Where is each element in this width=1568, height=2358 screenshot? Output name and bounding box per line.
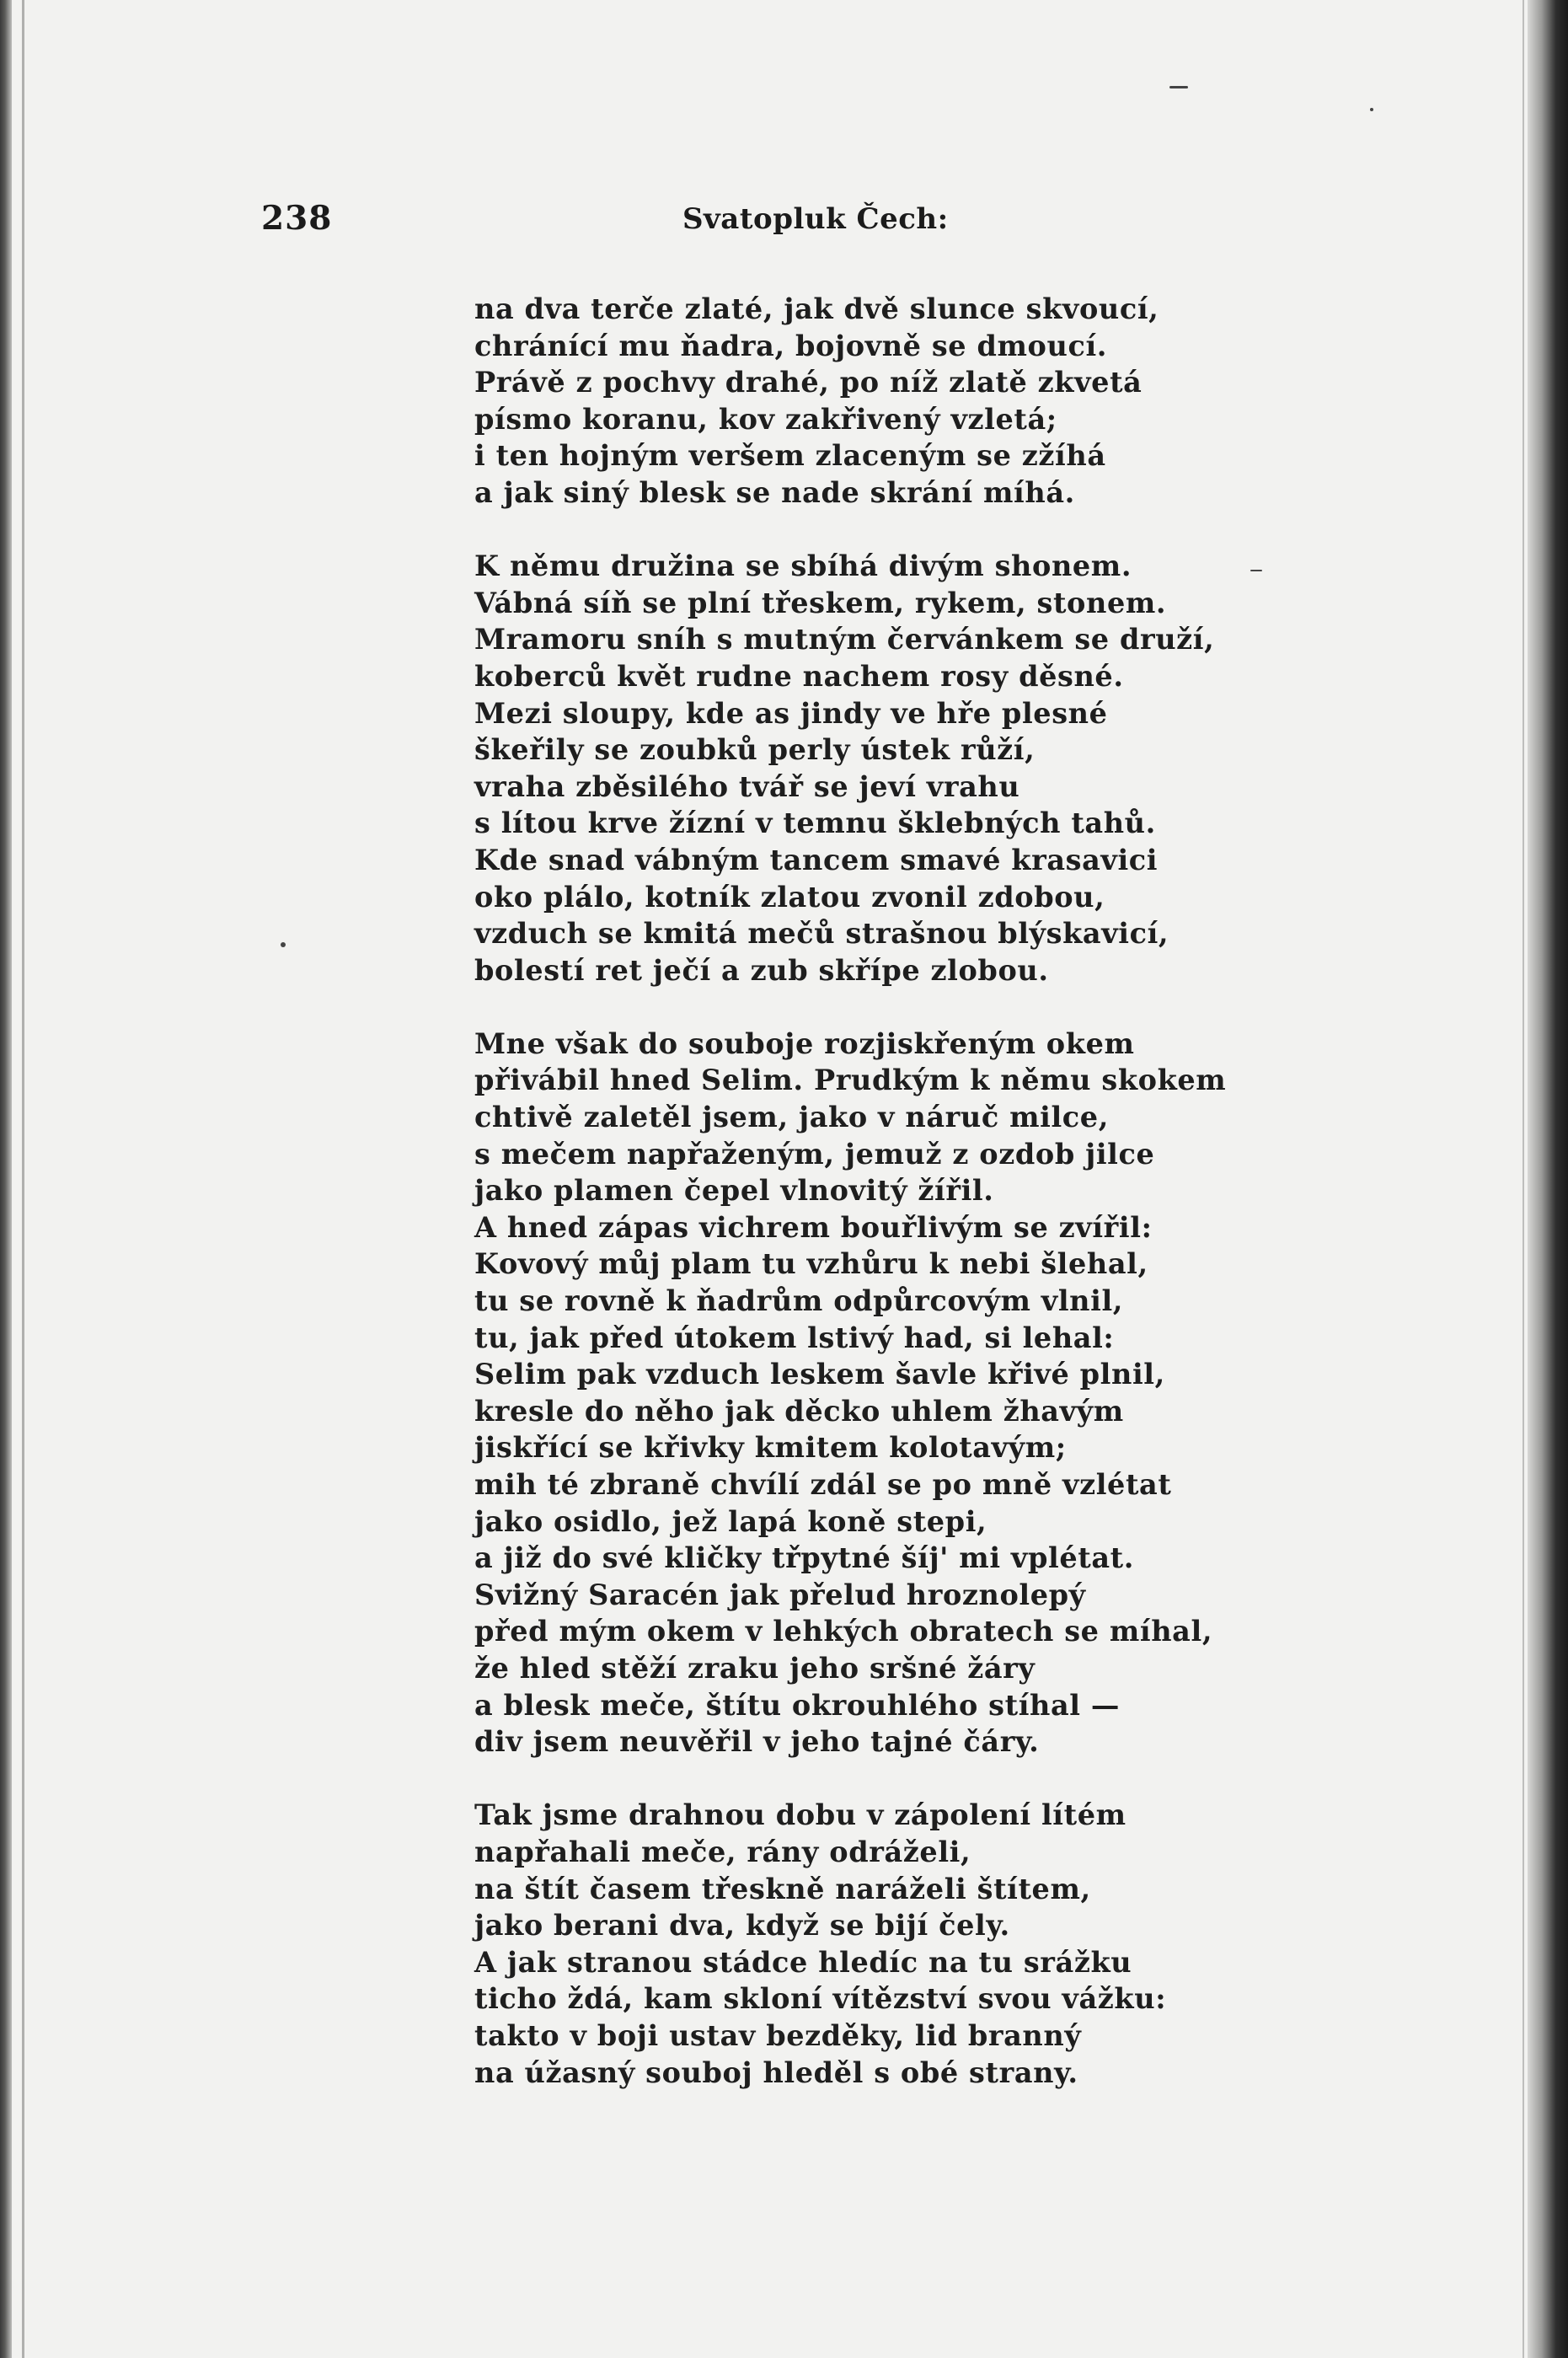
verse-line: bolestí ret ječí a zub skřípe zlobou.: [474, 953, 1049, 987]
poem-body: [474, 291, 1317, 2091]
verse-line: Selim pak vzduch leskem šavle křivé plnil,: [474, 1358, 1165, 1391]
verse-line: Kovový můj plam tu vzhůru k nebi šlehal,: [474, 1247, 1148, 1281]
verse-line: jiskřící se křivky kmitem kolotavým;: [474, 1431, 1067, 1465]
verse-line: jako osidlo, jež lapá koně stepi,: [474, 1504, 987, 1538]
scan-speck: [1169, 86, 1188, 88]
verse-line: přivábil hned Selim. Prudkým k němu skokem: [474, 1064, 1227, 1097]
verse-line: A hned zápas vichrem bouřlivým se zvířil:: [474, 1210, 1153, 1244]
verse-line: vzduch se kmitá mečů strašnou blýskavicí,: [474, 917, 1169, 951]
stanza: [474, 548, 1317, 989]
verse-line: Tak jsme drahnou dobu v zápolení lítém: [474, 1798, 1126, 1832]
verse-line: Mne však do souboje rozjiskřeným okem: [474, 1026, 1135, 1060]
verse-line: a blesk meče, štítu okrouhlého stíhal —: [474, 1688, 1120, 1722]
verse-line: Mezi sloupy, kde as jindy ve hře plesné: [474, 696, 1108, 730]
verse-line: Svižný Saracén jak přelud hroznolepý: [474, 1578, 1086, 1611]
verse-line: Mramoru sníh s mutným červánkem se druží,: [474, 623, 1215, 656]
verse-line: mih té zbraně chvílí zdál se po mně vzlétat: [474, 1468, 1172, 1501]
verse-line: takto v boji ustav bezděky, lid branný: [474, 2018, 1082, 2052]
verse-line: Vábná síň se plní třeskem, rykem, stonem.: [474, 586, 1167, 619]
verse-line: chtivě zaletěl jsem, jako v náruč milce,: [474, 1101, 1109, 1134]
verse-line: chránící mu ňadra, bojovně se dmoucí.: [474, 329, 1108, 362]
verse-line: vraha zběsilého tvář se jeví vrahu: [474, 769, 1020, 803]
verse-line: Právě z pochvy drahé, po níž zlatě zkvetá: [474, 366, 1143, 399]
verse-line: na štít časem třeskně naráželi štítem,: [474, 1872, 1091, 1905]
verse-line: K němu družina se sbíhá divým shonem.: [474, 549, 1132, 583]
stanza: [474, 291, 1317, 512]
verse-line: na dva terče zlaté, jak dvě slunce skvoucí,: [474, 292, 1159, 325]
scan-speck: [281, 942, 286, 947]
verse-line: koberců květ rudne nachem rosy děsné.: [474, 659, 1124, 693]
verse-line: kresle do něho jak děcko uhlem žhavým: [474, 1394, 1124, 1428]
page-binding-shadow: [0, 0, 12, 2358]
right-margin-line: [1523, 0, 1524, 2358]
verse-line: div jsem neuvěřil v jeho tajné čáry.: [474, 1725, 1040, 1759]
verse-line: a již do své kličky třpytné šíj' mi vplétat.: [474, 1541, 1134, 1575]
left-margin-line: [22, 0, 24, 2358]
verse-line: na úžasný souboj hleděl s obé strany.: [474, 2055, 1078, 2089]
verse-line: písmo koranu, kov zakřivený vzletá;: [474, 402, 1057, 436]
verse-line: Kde snad vábným tancem smavé krasavici: [474, 843, 1159, 876]
verse-line: s mečem napřaženým, jemuž z ozdob jilce: [474, 1137, 1155, 1171]
page-edge-shadow: [1528, 0, 1568, 2358]
running-title: Svatopluk Čech:: [682, 202, 949, 236]
verse-line: a jak siný blesk se nade skrání míhá.: [474, 475, 1075, 509]
verse-line: škeřily se zoubků perly ústek růží,: [474, 733, 1036, 767]
verse-line: ticho ždá, kam skloní vítězství svou vážku:: [474, 1982, 1167, 2016]
verse-line: jako plamen čepel vlnovitý žířil.: [474, 1174, 994, 1208]
verse-line: napřahali meče, rány odráželi,: [474, 1835, 971, 1868]
verse-line: s lítou krve žízní v temnu šklebných tahů.: [474, 807, 1156, 840]
scan-speck: [1370, 108, 1373, 111]
verse-line: že hled stěží zraku jeho sršné žáry: [474, 1651, 1036, 1685]
verse-line: oko plálo, kotník zlatou zvonil zdobou,: [474, 880, 1105, 914]
stanza: [474, 1797, 1317, 2091]
verse-line: jako berani dva, když se bijí čely.: [474, 1909, 1010, 1943]
verse-line: tu se rovně k ňadrům odpůrcovým vlnil,: [474, 1284, 1124, 1318]
page-number: 238: [261, 199, 333, 238]
verse-line: A jak stranou stádce hledíc na tu srážku: [474, 1945, 1132, 1979]
verse-line: tu, jak před útokem lstivý had, si lehal:: [474, 1321, 1115, 1354]
verse-line: i ten hojným veršem zlaceným se zžíhá: [474, 439, 1106, 473]
page-header: [261, 199, 1407, 249]
stanza: [474, 1026, 1317, 1760]
verse-line: před mým okem v lehkých obratech se míhal,: [474, 1615, 1213, 1648]
